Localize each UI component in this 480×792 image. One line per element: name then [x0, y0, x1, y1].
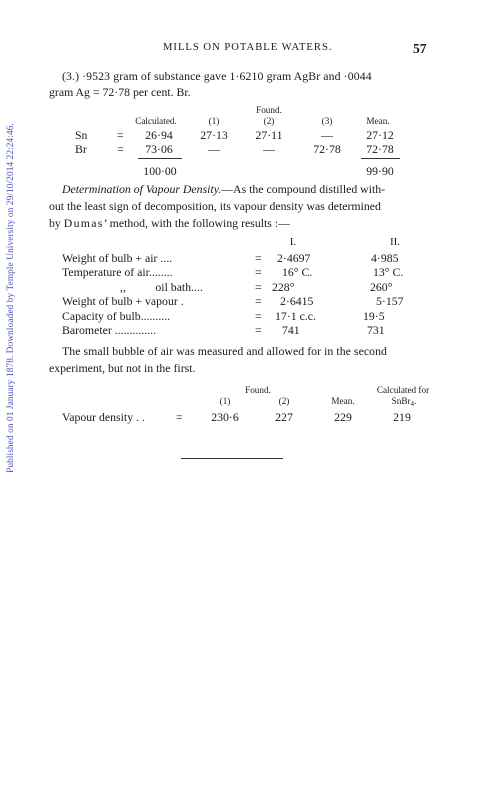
equals-sign: = [255, 251, 262, 265]
equals-sign: = [255, 280, 262, 294]
para2-line1 [62, 182, 385, 196]
running-title: MILLS ON POTABLE WATERS. [163, 42, 333, 53]
calc-sn: 26·94 [145, 128, 173, 142]
value-i: 2·6415 [280, 294, 314, 308]
mean-value: 229 [334, 410, 352, 424]
value-i: 2·4697 [277, 251, 311, 265]
found3-br: 72·78 [313, 142, 341, 156]
calc-br: 73·06 [145, 142, 173, 156]
mean-sn: 27·12 [366, 128, 394, 142]
para2-line2: out the least sign of decomposition, its vapour density was determined [49, 199, 381, 213]
section-heading: Determination of Vapour Density. [62, 182, 222, 196]
end-rule [181, 458, 283, 459]
found-label: Found. [256, 105, 282, 115]
page-number: 57 [413, 41, 427, 56]
found3-sn: — [321, 128, 333, 142]
formula-main: SnBr [391, 396, 411, 406]
found-label-2: Found. [245, 385, 271, 395]
found1-br: — [208, 142, 220, 156]
row-label: Weight of bulb + air .... [62, 251, 173, 265]
header-found-3: (3) [321, 116, 333, 126]
formula-end: . [414, 396, 417, 406]
sum-rule-calc [138, 158, 182, 159]
value-i: 17·1 c.c. [275, 309, 316, 323]
row-label: Capacity of bulb.......... [62, 309, 171, 323]
para2-line3-post: ’ method, with the following results :— [103, 216, 290, 230]
header-mean: Mean. [331, 396, 355, 406]
total-mean: 99·90 [366, 164, 394, 178]
para2-line3 [49, 216, 290, 230]
row-label: Weight of bulb + vapour . [62, 294, 184, 308]
header-found-2: (2) [278, 396, 290, 406]
header-found-2: (2) [263, 116, 275, 126]
found2-sn: 27·11 [255, 128, 283, 142]
row-label: Vapour density . . [62, 410, 145, 424]
equals-sign: = [117, 142, 124, 156]
element-br: Br [75, 142, 87, 156]
value-ii: 19·5 [363, 309, 385, 323]
equals-sign: = [117, 128, 124, 142]
calculated-value: 219 [393, 410, 411, 424]
sum-rule-mean [361, 158, 400, 159]
para1-line2: gram Ag = 72·78 per cent. Br. [49, 85, 191, 99]
found1-value: 230·6 [211, 410, 239, 424]
value-ii: 731 [367, 323, 385, 337]
found1-sn: 27·13 [200, 128, 228, 142]
row-label: Temperature of air........ [62, 265, 173, 279]
header-mean: Mean. [366, 116, 390, 126]
formula-snbr4 [392, 396, 417, 408]
row-label: ,, oil bath.... [120, 280, 203, 294]
value-ii: 260° [370, 280, 393, 294]
header-found-1: (1) [208, 116, 220, 126]
value-i: 228° [272, 280, 295, 294]
mean-br: 72·78 [366, 142, 394, 156]
para1-line1: (3.) ·9523 gram of substance gave 1·6210 gram AgBr and ·0044 [62, 69, 372, 83]
para2-line3-pre: by [49, 216, 64, 230]
formula-subscript: 4 [410, 400, 415, 408]
equals-sign: = [255, 323, 262, 337]
element-sn: Sn [75, 128, 88, 142]
para3-line1: The small bubble of air was measured and allowed for in the second [62, 344, 387, 358]
col-header-ii: II. [389, 236, 401, 248]
equals-sign: = [255, 294, 262, 308]
para3-line2: experiment, but not in the first. [49, 361, 196, 375]
header-found-1: (1) [219, 396, 231, 406]
row-label: Barometer .............. [62, 323, 157, 337]
col-header-i: I. [289, 236, 297, 248]
calculated-for-label: Calculated for [376, 385, 430, 395]
author-dumas: Dumas [63, 216, 104, 230]
equals-sign: = [176, 410, 183, 424]
total-calc: 100·00 [143, 164, 177, 178]
found2-value: 227 [275, 410, 293, 424]
value-ii: 4·985 [371, 251, 399, 265]
header-calculated: Calculated. [135, 116, 177, 126]
equals-sign: = [255, 309, 262, 323]
value-ii: 5·157 [376, 294, 404, 308]
equals-sign: = [255, 265, 262, 279]
found2-br: — [263, 142, 275, 156]
value-i: 16° C. [282, 265, 313, 279]
value-ii: 13° C. [373, 265, 404, 279]
publication-watermark: Published on 01 January 1878. Downloaded by Temple University on 29/10/2014 22:24:46. [6, 123, 16, 473]
value-i: 741 [282, 323, 300, 337]
para2-line1-rest: —As the compound distilled with- [221, 182, 386, 196]
